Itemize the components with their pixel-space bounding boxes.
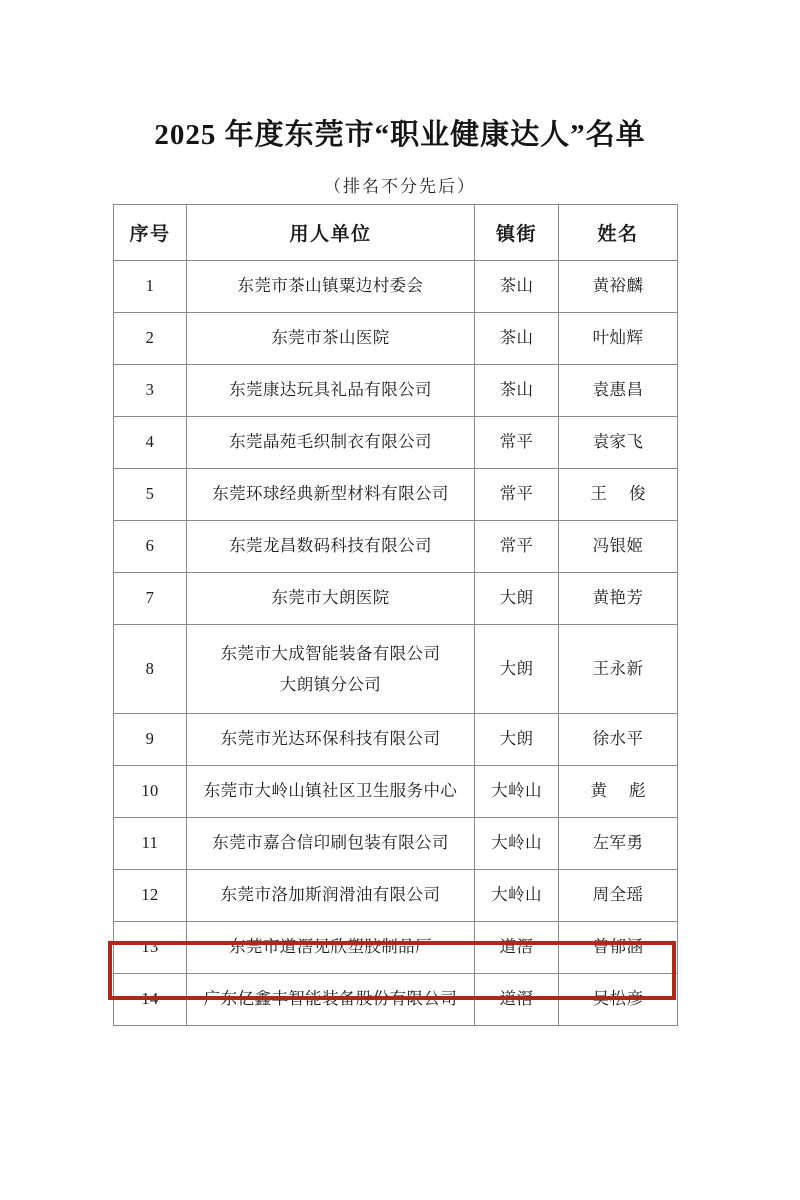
column-header-index: 序号 <box>114 205 187 261</box>
roster-table <box>113 204 678 1026</box>
cell-index: 12 <box>114 870 187 922</box>
cell-employer-unit: 东莞市大岭山镇社区卫生服务中心 <box>187 766 475 818</box>
cell-index: 13 <box>114 922 187 974</box>
cell-employer-unit: 东莞市光达环保科技有限公司 <box>187 714 475 766</box>
cell-index: 3 <box>114 365 187 417</box>
cell-employer-unit-line1: 东莞市大成智能装备有限公司 <box>220 643 441 663</box>
cell-person-name: 吴松彦 <box>559 974 678 1026</box>
cell-employer-unit: 东莞市大朗医院 <box>187 573 475 625</box>
roster-table-body <box>114 261 678 1026</box>
cell-person-name: 黄裕麟 <box>559 261 678 313</box>
table-row <box>114 365 678 417</box>
cell-town: 常平 <box>475 521 559 573</box>
cell-employer-unit: 东莞龙昌数码科技有限公司 <box>187 521 475 573</box>
cell-person-name: 冯银姬 <box>559 521 678 573</box>
table-row <box>114 469 678 521</box>
cell-town: 大岭山 <box>475 818 559 870</box>
cell-town: 大朗 <box>475 625 559 714</box>
cell-index: 14 <box>114 974 187 1026</box>
cell-index: 1 <box>114 261 187 313</box>
cell-index: 10 <box>114 766 187 818</box>
cell-town: 常平 <box>475 469 559 521</box>
cell-employer-unit: 东莞市茶山镇粟边村委会 <box>187 261 475 313</box>
cell-town: 道滘 <box>475 922 559 974</box>
table-row <box>114 922 678 974</box>
cell-employer-unit: 东莞市茶山医院 <box>187 313 475 365</box>
cell-person-name: 左军勇 <box>559 818 678 870</box>
cell-town: 大朗 <box>475 714 559 766</box>
cell-employer-unit: 东莞市洛加斯润滑油有限公司 <box>187 870 475 922</box>
cell-town: 大朗 <box>475 573 559 625</box>
table-row <box>114 261 678 313</box>
cell-employer-unit: 东莞康达玩具礼品有限公司 <box>187 365 475 417</box>
cell-index: 7 <box>114 573 187 625</box>
cell-town: 茶山 <box>475 261 559 313</box>
cell-town: 道滘 <box>475 974 559 1026</box>
roster-table-container <box>113 204 677 1026</box>
table-row <box>114 417 678 469</box>
cell-employer-unit: 东莞市嘉合信印刷包装有限公司 <box>187 818 475 870</box>
person-name-given: 彪 <box>629 781 646 801</box>
table-header-row <box>114 205 678 261</box>
cell-person-name <box>559 469 678 521</box>
cell-person-name: 曾郁涵 <box>559 922 678 974</box>
cell-town: 常平 <box>475 417 559 469</box>
table-row <box>114 766 678 818</box>
cell-person-name <box>559 766 678 818</box>
page-title: 2025 年度东莞市“职业健康达人”名单 <box>154 119 646 151</box>
cell-person-name: 徐水平 <box>559 714 678 766</box>
table-row <box>114 714 678 766</box>
column-header-unit: 用人单位 <box>187 205 475 261</box>
cell-employer-unit: 东莞市道滘见欣塑胶制品厂 <box>187 922 475 974</box>
person-name-spaced <box>591 483 646 505</box>
cell-employer-unit: 广东亿鑫丰智能装备股份有限公司 <box>187 974 475 1026</box>
cell-person-name: 周全瑶 <box>559 870 678 922</box>
cell-index: 5 <box>114 469 187 521</box>
cell-person-name: 黄艳芳 <box>559 573 678 625</box>
cell-person-name: 袁惠昌 <box>559 365 678 417</box>
person-name-spaced <box>591 780 646 802</box>
page-subtitle: （排名不分先后） <box>324 177 476 196</box>
cell-index: 9 <box>114 714 187 766</box>
table-row <box>114 870 678 922</box>
cell-index: 2 <box>114 313 187 365</box>
column-header-name: 姓名 <box>559 205 678 261</box>
cell-employer-unit-line2: 大朗镇分公司 <box>279 675 382 694</box>
table-row <box>114 974 678 1026</box>
cell-index: 6 <box>114 521 187 573</box>
table-row <box>114 625 678 714</box>
cell-employer-unit <box>187 625 475 714</box>
cell-person-name: 叶灿辉 <box>559 313 678 365</box>
cell-town: 茶山 <box>475 313 559 365</box>
person-name-surname: 黄 <box>590 781 607 801</box>
table-row <box>114 313 678 365</box>
cell-town: 茶山 <box>475 365 559 417</box>
cell-index: 11 <box>114 818 187 870</box>
person-name-given: 俊 <box>629 484 646 504</box>
table-row <box>114 818 678 870</box>
cell-person-name: 袁家飞 <box>559 417 678 469</box>
cell-index: 4 <box>114 417 187 469</box>
cell-employer-unit: 东莞晶苑毛织制衣有限公司 <box>187 417 475 469</box>
column-header-town: 镇街 <box>475 205 559 261</box>
cell-town: 大岭山 <box>475 766 559 818</box>
cell-index: 8 <box>114 625 187 714</box>
cell-employer-unit: 东莞环球经典新型材料有限公司 <box>187 469 475 521</box>
table-row <box>114 573 678 625</box>
person-name-surname: 王 <box>590 484 607 504</box>
cell-person-name: 王永新 <box>559 625 678 714</box>
cell-town: 大岭山 <box>475 870 559 922</box>
table-row <box>114 521 678 573</box>
